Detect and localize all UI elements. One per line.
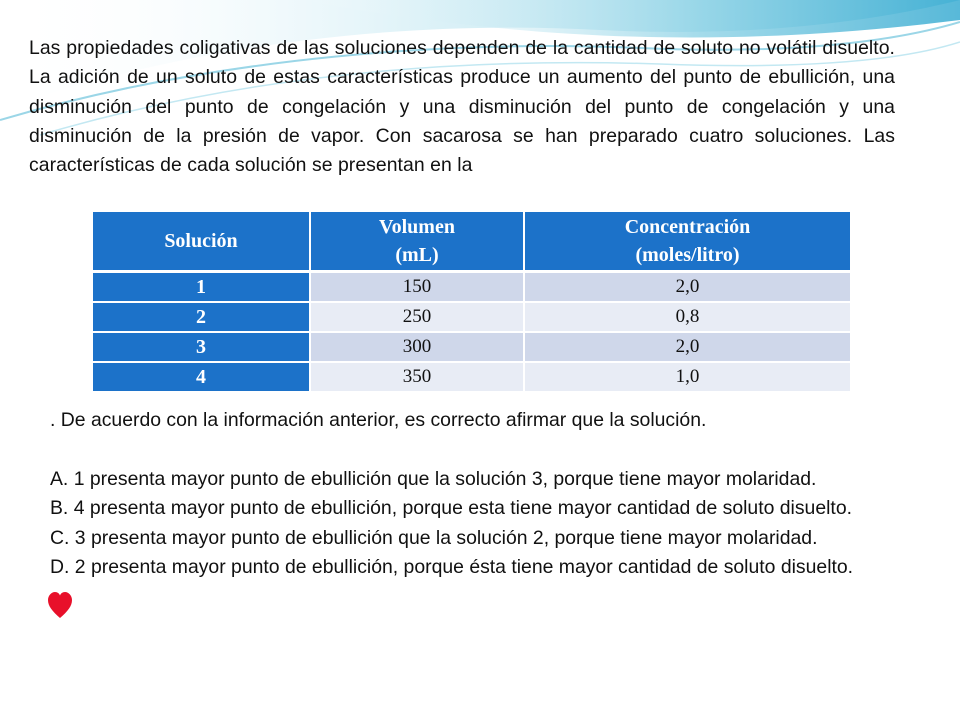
option-b[interactable]: B. 4 presenta mayor punto de ebullición, porque esta tiene mayor cantidad de soluto disuelto. — [50, 497, 852, 519]
cell-solucion: 3 — [93, 332, 310, 362]
header-concentracion-line2: (moles/litro) — [635, 244, 740, 266]
cell-concentracion: 2,0 — [524, 332, 850, 362]
header-concentracion-line1: Concentración — [624, 216, 751, 238]
option-a[interactable]: A. 1 presenta mayor punto de ebullición que la solución 3, porque tiene mayor molaridad. — [50, 467, 817, 490]
header-volumen-line2: (mL) — [395, 244, 439, 266]
table-row — [93, 302, 850, 332]
heart-icon — [47, 591, 73, 619]
header-solucion — [93, 212, 310, 272]
cell-volumen: 350 — [310, 362, 524, 392]
cell-solucion: 1 — [93, 272, 310, 303]
cell-concentracion: 2,0 — [524, 272, 850, 303]
intro-paragraph: Las propiedades coligativas de las soluciones dependen de la cantidad de soluto no volátil disuelto. La adición de un soluto de estas características produce un aumento del punto de ebullición, una disminución del punto de congelación y una disminución del punto de congelación y una disminución de la presión de vapor. Con sacarosa se han preparado cuatro soluciones. Las características de cada solución se presentan en la — [29, 37, 895, 177]
question-block — [50, 406, 893, 583]
cell-solucion: 2 — [93, 302, 310, 332]
header-solucion-label: Solución — [164, 230, 238, 252]
option-d[interactable]: D. 2 presenta mayor punto de ebullición, porque ésta tiene mayor cantidad de soluto disuelto. — [50, 556, 854, 578]
cell-volumen: 150 — [310, 272, 524, 303]
question-text: . De acuerdo con la información anterior, es correcto afirmar que la solución. — [50, 409, 707, 431]
cell-volumen: 300 — [310, 332, 524, 362]
cell-concentracion: 1,0 — [524, 362, 850, 392]
header-concentracion — [524, 212, 850, 272]
table-row — [93, 272, 850, 303]
header-volumen — [310, 212, 524, 272]
table-row — [93, 332, 850, 362]
cell-solucion: 4 — [93, 362, 310, 392]
option-c[interactable]: C. 3 presenta mayor punto de ebullición que la solución 2, porque tiene mayor molaridad. — [50, 526, 818, 549]
table-header-row — [93, 212, 850, 272]
cell-volumen: 250 — [310, 302, 524, 332]
cell-concentracion: 0,8 — [524, 302, 850, 332]
table-row — [93, 362, 850, 392]
solutions-table — [93, 212, 850, 393]
header-volumen-line1: Volumen — [379, 216, 455, 238]
